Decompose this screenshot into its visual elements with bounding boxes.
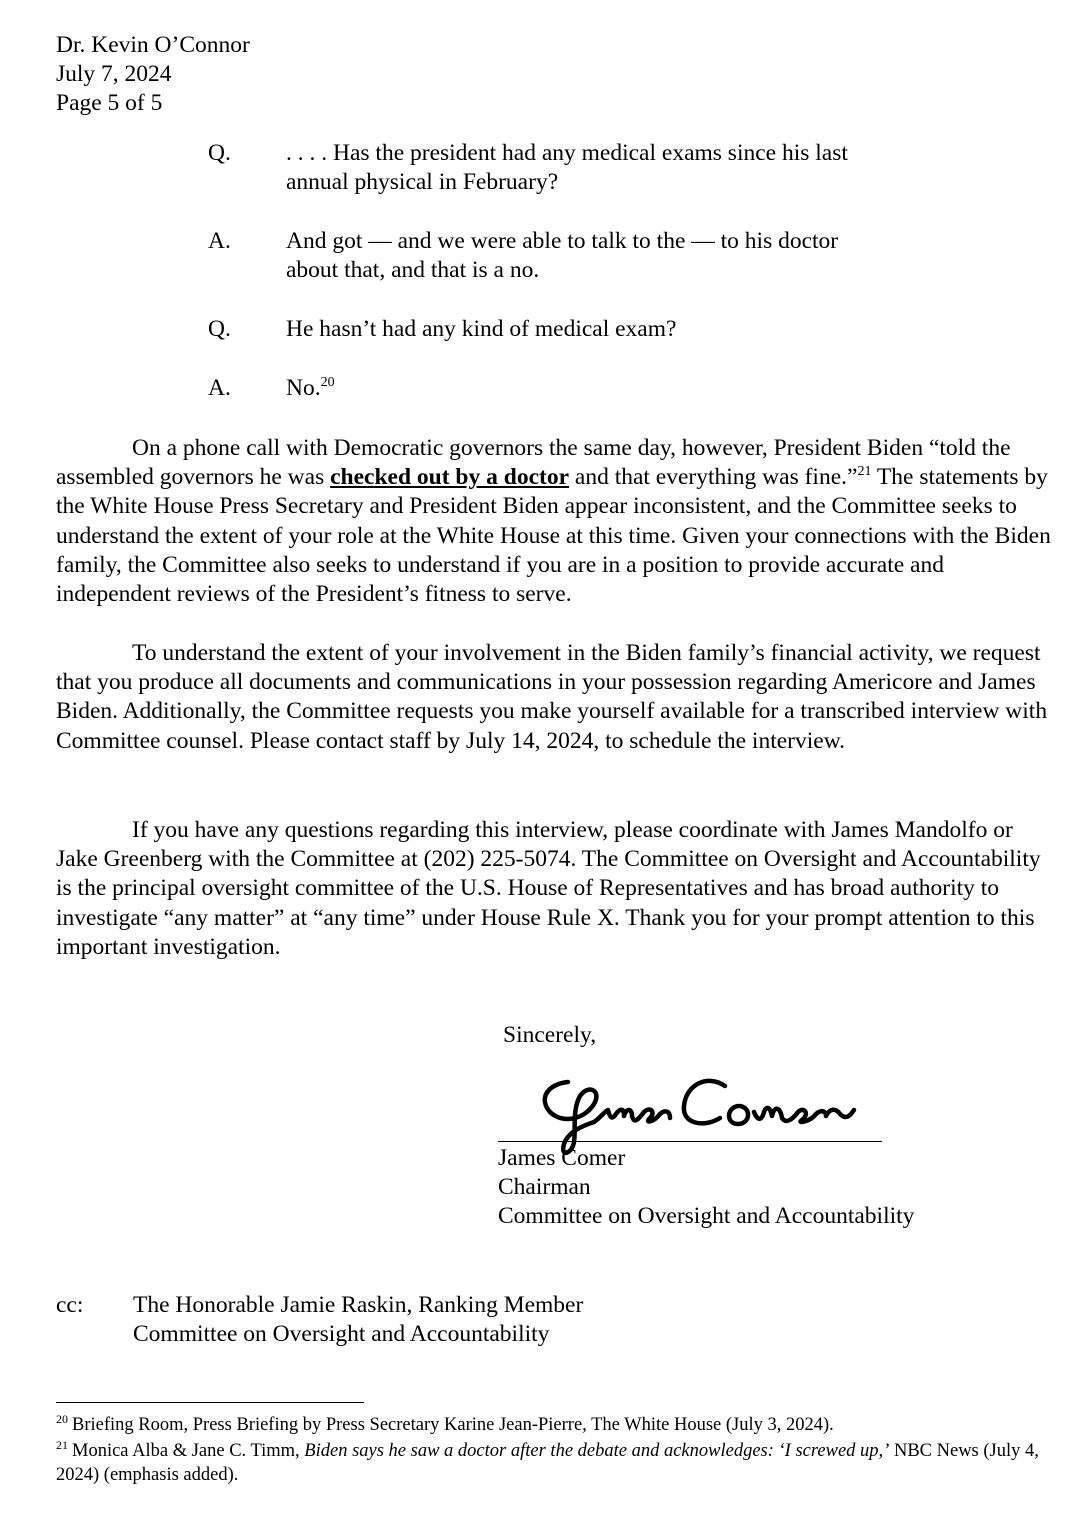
signature-line — [498, 1141, 882, 1142]
qa-label: A. — [208, 228, 231, 254]
footnote-number: 21 — [56, 1438, 68, 1452]
signer-name: James Comer — [498, 1145, 626, 1171]
paragraph-contact — [56, 816, 1051, 962]
qa-text: annual physical in February? — [286, 169, 559, 195]
letter-date: July 7, 2024 — [56, 61, 172, 87]
signer-committee: Committee on Oversight and Accountability — [498, 1203, 915, 1229]
paragraph-text: If you have any questions regarding this interview, please coordinate with James Mandolfo or Jake Greenberg with the Committee at (202) 225-5074. The Committee on Oversight and Accountability is the principal oversight committee of the U.S. House of Representatives and has broad authority to investigate “any matter” at “any time” under House Rule X. Thank you for your prompt attention to this important investigation. — [56, 817, 1041, 960]
qa-text — [286, 374, 335, 403]
paragraph-phone-call — [56, 434, 1051, 609]
cc-recipient: The Honorable Jamie Raskin, Ranking Member — [133, 1292, 584, 1318]
qa-text: He hasn’t had any kind of medical exam? — [286, 316, 677, 342]
footnote-article-title: Biden says he saw a doctor after the debate and acknowledges: ‘I screwed up,’ — [304, 1441, 890, 1461]
footnote-text: Briefing Room, Press Briefing by Press Secretary Karine Jean-Pierre, The White House (July 3, 2024). — [72, 1415, 834, 1435]
cc-committee: Committee on Oversight and Accountability — [133, 1321, 550, 1347]
paragraph-request — [56, 639, 1051, 756]
footnote-20 — [56, 1414, 1056, 1438]
qa-answer: No. — [286, 375, 321, 401]
qa-label: Q. — [208, 316, 231, 342]
qa-text: . . . . Has the president had any medical exams since his last — [286, 140, 848, 166]
emphasis-text: checked out by a doctor — [330, 464, 570, 491]
footnote-ref-21: 21 — [857, 464, 872, 480]
qa-text: And got — and we were able to talk to the — to his doctor — [286, 228, 839, 254]
recipient-name: Dr. Kevin O’Connor — [56, 32, 250, 58]
paragraph-text: On a phone call with Democratic governors the same day, however, President Biden “told the assembled governors he was — [56, 435, 1011, 491]
paragraph-text: and that everything was fine.” — [569, 464, 858, 491]
qa-text: about that, and that is a no. — [286, 257, 540, 283]
footnote-author: Monica Alba & Jane C. Timm, — [72, 1441, 305, 1461]
page-number: Page 5 of 5 — [56, 90, 163, 116]
paragraph-text: The statements by the White House Press Secretary and President Biden appear inconsistent, and the Committee seeks to understand the extent of your role at the White House at this time. Given your connections with the Biden family, the Committee also seeks to understand if you are in a position to provide accurate and independent reviews of the President’s fitness to serve. — [56, 464, 1051, 608]
cc-label: cc: — [56, 1292, 84, 1318]
paragraph-text: To understand the extent of your involvement in the Biden family’s financial activity, we request that you produce all documents and communications in your possession regarding Americore and James Biden. Additionally, the Committee requests you make yourself available for a transcribed interview with Committee counsel. Please contact staff by July 14, 2024, to schedule the interview. — [56, 640, 1048, 754]
qa-label: Q. — [208, 140, 231, 166]
footnote-ref-20: 20 — [320, 375, 335, 390]
footnote-source: NBC News (July 4, 2024) (emphasis added). — [56, 1441, 1039, 1485]
footnote-divider — [56, 1402, 364, 1403]
footnote-number: 20 — [56, 1412, 68, 1426]
signer-title: Chairman — [498, 1174, 591, 1200]
qa-label: A. — [208, 375, 231, 401]
footnote-21 — [56, 1440, 1056, 1487]
closing-salutation: Sincerely, — [503, 1022, 597, 1048]
